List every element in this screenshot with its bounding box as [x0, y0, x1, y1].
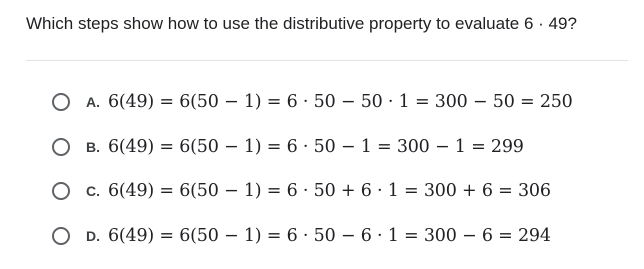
- option-text: 6(49) = 6(50 − 1) = 6 · 50 − 50 · 1 = 300 − 50 = 250: [108, 92, 573, 112]
- option-text: 6(49) = 6(50 − 1) = 6 · 50 + 6 · 1 = 300 + 6 = 306: [108, 181, 551, 201]
- radio-button-icon[interactable]: [52, 93, 70, 111]
- radio-button-icon[interactable]: [52, 227, 70, 245]
- option-letter: A.: [86, 94, 100, 110]
- question-text: Which steps show how to use the distributive property to evaluate 6 · 49?: [26, 14, 577, 33]
- option-a[interactable]: [52, 87, 573, 117]
- option-letter: C.: [86, 183, 100, 199]
- radio-button-icon[interactable]: [52, 138, 70, 156]
- option-c[interactable]: [52, 176, 551, 206]
- option-b[interactable]: [52, 132, 524, 162]
- radio-button-icon[interactable]: [52, 182, 70, 200]
- option-letter: B.: [86, 139, 100, 155]
- divider: [26, 60, 628, 61]
- option-letter: D.: [86, 228, 100, 244]
- option-text: 6(49) = 6(50 − 1) = 6 · 50 − 6 · 1 = 300 − 6 = 294: [108, 226, 551, 246]
- option-text: 6(49) = 6(50 − 1) = 6 · 50 − 1 = 300 − 1 = 299: [108, 137, 524, 157]
- option-d[interactable]: [52, 221, 551, 251]
